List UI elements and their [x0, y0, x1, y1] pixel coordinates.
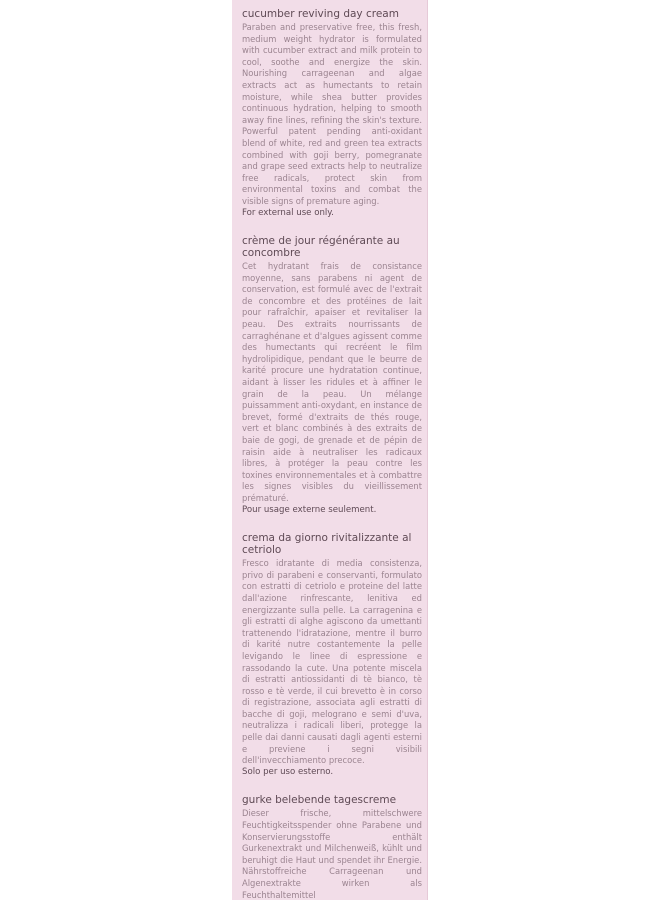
panel-edge: [427, 0, 428, 900]
section-heading: crema da giorno rivitalizzante al cetriolo: [242, 532, 412, 557]
section-french: [242, 235, 422, 516]
section-heading: cucumber reviving day cream: [242, 8, 399, 20]
section-body: Cet hydratant frais de consistance moyenne, sans parabens ni agent de conservation, est formulé avec de l'extrait de concombre et des protéines de lait pour rafraîchir, apaiser et revitaliser la peau. Des extraits nourrissants de carraghénane et d'algues agissent comme des humectants qui recréent le film hydrolipidique, pendant que le beurre de karité procure une hydratation continue, aidant à lisser les ridules et à affiner le grain de la peau. Un mélange puissamment anti-oxydant, en instance de brevet, formé d'extraits de thés rouge, vert et blanc combinés à des extraits de baie de gogi, de grenade et de pépin de raisin aide à neutraliser les radicaux libres, à protéger la peau contre les toxines environnementales et à combattre les signes visibles du vieillissement prématuré.: [242, 261, 422, 503]
section-italian: [242, 532, 422, 778]
usage-note: Pour usage externe seulement.: [242, 504, 377, 515]
section-body: Dieser frische, mittelschwere Feuchtigkeitsspender ohne Parabene und Konservierungsstoffe enthält Gurkenextrakt und Milchenweiß, kühlt und beruhigt die Haut und spendet ihr Energie. Nährstoffreiche Carrageenan und Algenextrakte wirken als Feuchthaltemittel: [242, 808, 422, 900]
product-label-panel: [232, 0, 428, 900]
usage-note: Solo per uso esterno.: [242, 766, 334, 777]
section-german: [242, 794, 422, 900]
section-body: Fresco idratante di media consistenza, privo di parabeni e conservanti, formulato con estratti di cetriolo e proteine del latte dall'azione rinfrescante, lenitiva ed energizzante sulla pelle. La carragenina e gli estratti di alghe agiscono da umettanti trattenendo l'idratazione, mentre il burro di karité nutre costantemente la pelle levigando le linee di espressione e rassodando la cute. Una potente miscela di estratti antiossidanti di tè bianco, tè rosso e tè verde, il cui brevetto è in corso di registrazione, associata agli estratti di bacche di goji, melograno e semi d'uva, neutralizza i radicali liberi, protegge la pelle dai danni causati dagli agenti esterni e previene i segni visibili dell'invecchiamento precoce.: [242, 558, 422, 766]
usage-note: For external use only.: [242, 207, 334, 218]
label-text-content: [242, 8, 422, 900]
section-heading: crème de jour régénérante au concombre: [242, 235, 400, 260]
section-heading: gurke belebende tagescreme: [242, 794, 397, 807]
section-english: [242, 8, 422, 219]
section-body: Paraben and preservative free, this fresh, medium weight hydrator is formulated with cucumber extract and milk protein to cool, soothe and energize the skin. Nourishing carrageenan and algae extracts act as humectants to retain moisture, while shea butter provides continuous hydration, helping to smooth away fine lines, refining the skin's texture. Powerful patent pending anti-oxidant blend of white, red and green tea extracts combined with goji berry, pomegranate and grape seed extracts help to neutralize free radicals, protect skin from environmental toxins and combat the visible signs of premature aging.: [242, 22, 422, 206]
